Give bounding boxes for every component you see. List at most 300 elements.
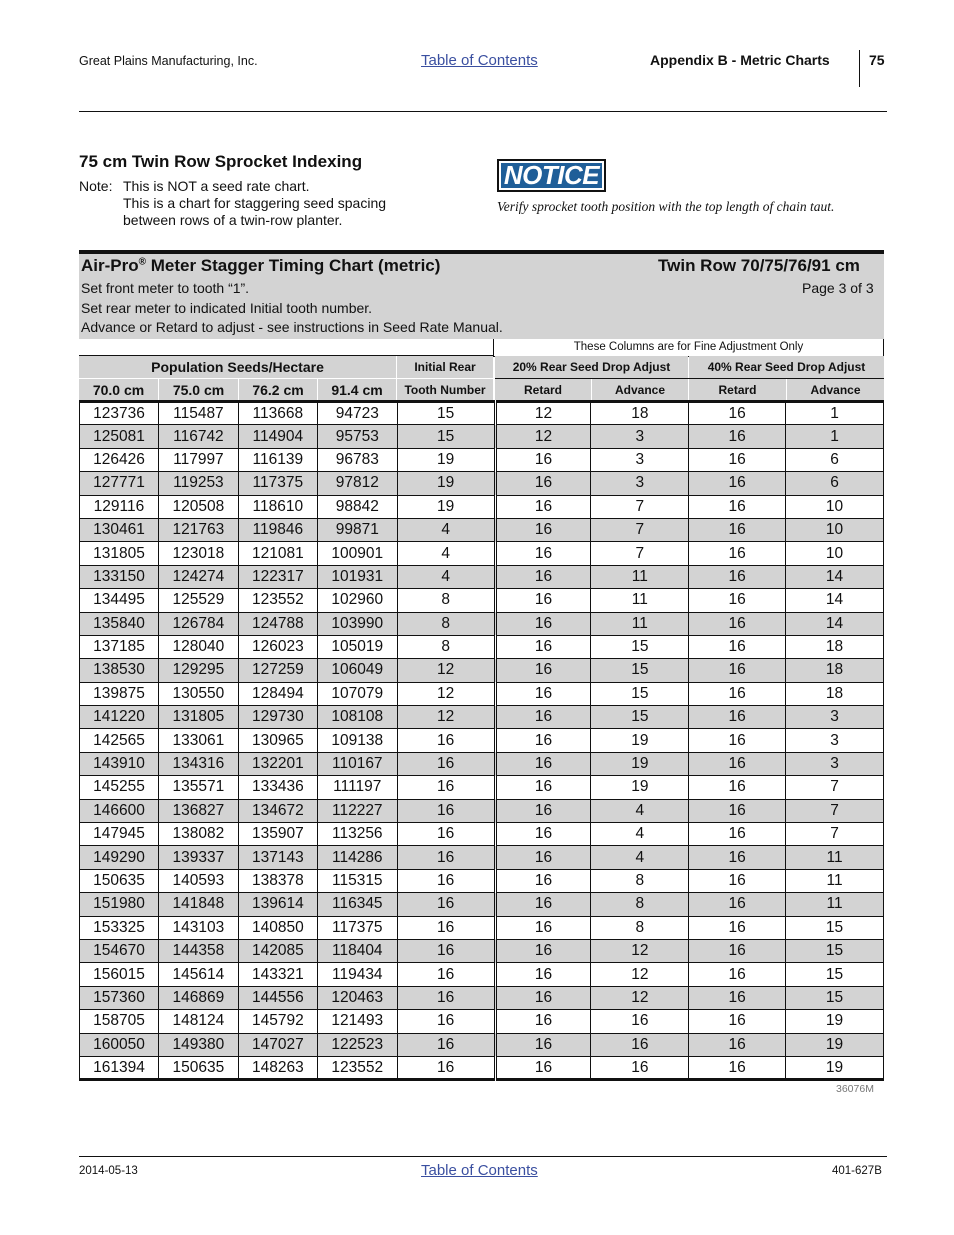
table-cell: 16: [495, 916, 591, 939]
table-cell: 12: [397, 659, 495, 682]
table-cell: 16: [689, 963, 786, 986]
table-cell: 144556: [238, 986, 317, 1009]
table-row: [80, 472, 884, 495]
table-cell: 147945: [80, 823, 159, 846]
table-cell: 16: [689, 799, 786, 822]
table-cell: 145792: [238, 1010, 317, 1033]
table-cell: 158705: [80, 1010, 159, 1033]
table-cell: 15: [786, 916, 884, 939]
table-cell: 97812: [317, 472, 397, 495]
table-cell: 16: [689, 986, 786, 1009]
note-line-3: between rows of a twin-row planter.: [123, 212, 343, 228]
table-cell: 98842: [317, 495, 397, 518]
table-cell: 12: [397, 682, 495, 705]
table-cell: 16: [591, 1056, 689, 1079]
fine-adjust-note: These Columns are for Fine Adjustment Only: [493, 339, 884, 357]
table-cell: 15: [786, 986, 884, 1009]
table-cell: 108108: [317, 706, 397, 729]
table-cell: 138530: [80, 659, 159, 682]
subheader-20-advance: Advance: [592, 379, 688, 400]
table-cell: 12: [495, 402, 591, 425]
table-cell: 12: [591, 986, 689, 1009]
table-cell: 7: [786, 823, 884, 846]
table-cell: 11: [786, 869, 884, 892]
table-cell: 96783: [317, 448, 397, 471]
table-cell: 19: [397, 448, 495, 471]
table-cell: 11: [786, 846, 884, 869]
table-cell: 11: [591, 589, 689, 612]
table-cell: 8: [591, 893, 689, 916]
table-cell: 113668: [238, 402, 317, 425]
table-cell: 16: [397, 776, 495, 799]
table-cell: 115487: [158, 402, 238, 425]
table-cell: 95753: [317, 425, 397, 448]
table-cell: 148124: [158, 1010, 238, 1033]
table-row: [80, 939, 884, 962]
table-cell: 130965: [238, 729, 317, 752]
table-cell: 18: [591, 402, 689, 425]
table-cell: 139875: [80, 682, 159, 705]
table-cell: 11: [786, 893, 884, 916]
table-cell: 131805: [80, 542, 159, 565]
table-cell: 109138: [317, 729, 397, 752]
table-cell: 19: [397, 495, 495, 518]
table-cell: 129116: [80, 495, 159, 518]
table-cell: 125081: [80, 425, 159, 448]
table-cell: 3: [591, 425, 689, 448]
table-row: [80, 986, 884, 1009]
table-cell: 142565: [80, 729, 159, 752]
table-cell: 138378: [238, 869, 317, 892]
chart-title-right: Twin Row 70/75/76/91 cm: [658, 256, 860, 275]
table-cell: 137143: [238, 846, 317, 869]
table-cell: 16: [495, 939, 591, 962]
table-cell: 7: [591, 495, 689, 518]
table-cell: 157360: [80, 986, 159, 1009]
table-cell: 16: [689, 472, 786, 495]
table-row: [80, 425, 884, 448]
table-cell: 120463: [317, 986, 397, 1009]
table-cell: 154670: [80, 939, 159, 962]
table-cell: 141848: [158, 893, 238, 916]
table-cell: 138082: [158, 823, 238, 846]
table-cell: 125529: [158, 589, 238, 612]
table-cell: 16: [495, 752, 591, 775]
table-row: [80, 963, 884, 986]
table-cell: 15: [591, 682, 689, 705]
table-cell: 123736: [80, 402, 159, 425]
table-cell: 111197: [317, 776, 397, 799]
table-cell: 123018: [158, 542, 238, 565]
table-cell: 133150: [80, 565, 159, 588]
table-cell: 124274: [158, 565, 238, 588]
table-cell: 16: [495, 869, 591, 892]
toc-link-footer[interactable]: Table of Contents: [421, 1162, 538, 1179]
table-cell: 16: [495, 472, 591, 495]
table-cell: 16: [689, 542, 786, 565]
table-cell: 16: [689, 893, 786, 916]
table-cell: 150635: [80, 869, 159, 892]
table-cell: 16: [495, 846, 591, 869]
table-row: [80, 612, 884, 635]
table-cell: 126426: [80, 448, 159, 471]
table-cell: 126023: [238, 635, 317, 658]
table-cell: 140593: [158, 869, 238, 892]
table-cell: 16: [397, 963, 495, 986]
header-rule: [79, 111, 887, 112]
table-cell: 18: [786, 659, 884, 682]
table-cell: 16: [689, 659, 786, 682]
table-cell: 7: [786, 776, 884, 799]
table-cell: 6: [786, 472, 884, 495]
table-cell: 150635: [158, 1056, 238, 1079]
table-cell: 7: [786, 799, 884, 822]
table-cell: 130550: [158, 682, 238, 705]
table-cell: 16: [495, 612, 591, 635]
table-cell: 140850: [238, 916, 317, 939]
table-cell: 156015: [80, 963, 159, 986]
table-row: [80, 893, 884, 916]
table-cell: 3: [591, 448, 689, 471]
table-cell: 15: [786, 939, 884, 962]
table-cell: 16: [397, 846, 495, 869]
table-cell: 121081: [238, 542, 317, 565]
table-row: [80, 799, 884, 822]
table-cell: 137185: [80, 635, 159, 658]
table-row: [80, 1010, 884, 1033]
subheader-40-advance: Advance: [787, 379, 884, 400]
table-cell: 16: [397, 1056, 495, 1079]
table-cell: 16: [397, 939, 495, 962]
figure-id: 36076M: [836, 1083, 874, 1095]
table-cell: 19: [786, 1033, 884, 1056]
table-row: [80, 542, 884, 565]
table-cell: 100901: [317, 542, 397, 565]
toc-link-header[interactable]: Table of Contents: [421, 52, 538, 69]
table-cell: 16: [689, 402, 786, 425]
table-cell: 10: [786, 518, 884, 541]
table-cell: 135907: [238, 823, 317, 846]
table-cell: 14: [786, 612, 884, 635]
table-cell: 6: [786, 448, 884, 471]
table-cell: 142085: [238, 939, 317, 962]
table-cell: 3: [786, 706, 884, 729]
table-cell: 116139: [238, 448, 317, 471]
table-row: [80, 729, 884, 752]
stagger-timing-table: [79, 400, 884, 1081]
table-cell: 16: [495, 448, 591, 471]
table-cell: 16: [397, 869, 495, 892]
table-cell: 19: [591, 729, 689, 752]
table-cell: 16: [495, 706, 591, 729]
table-row: [80, 1033, 884, 1056]
table-cell: 130461: [80, 518, 159, 541]
section-heading: 75 cm Twin Row Sprocket Indexing: [79, 152, 363, 171]
table-cell: 115315: [317, 869, 397, 892]
initial-rear-header-1: Initial Rear: [397, 356, 493, 378]
table-cell: 12: [591, 963, 689, 986]
table-cell: 4: [591, 799, 689, 822]
drop40-header: 40% Rear Seed Drop Adjust: [689, 356, 884, 378]
table-cell: 16: [495, 682, 591, 705]
table-cell: 16: [689, 612, 786, 635]
table-cell: 16: [495, 659, 591, 682]
table-cell: 113256: [317, 823, 397, 846]
table-cell: 16: [689, 495, 786, 518]
table-cell: 14: [786, 589, 884, 612]
table-cell: 131805: [158, 706, 238, 729]
table-cell: 16: [495, 635, 591, 658]
table-row: [80, 518, 884, 541]
table-cell: 16: [689, 565, 786, 588]
section-title-header: Appendix B - Metric Charts: [650, 52, 830, 68]
table-row: [80, 402, 884, 425]
table-row: [80, 682, 884, 705]
table-row: [80, 1056, 884, 1079]
table-cell: 16: [495, 799, 591, 822]
table-cell: 16: [689, 518, 786, 541]
table-cell: 16: [397, 893, 495, 916]
table-cell: 10: [786, 542, 884, 565]
table-cell: 117375: [317, 916, 397, 939]
table-cell: 11: [591, 565, 689, 588]
table-cell: 16: [689, 1056, 786, 1079]
subheader-91cm: 91.4 cm: [318, 379, 396, 400]
table-cell: 16: [397, 752, 495, 775]
table-row: [80, 589, 884, 612]
table-cell: 118610: [238, 495, 317, 518]
table-row: [80, 846, 884, 869]
footer-doc-number: 401-627B: [832, 1165, 882, 1177]
table-cell: 4: [397, 542, 495, 565]
table-cell: 16: [495, 893, 591, 916]
table-cell: 16: [689, 425, 786, 448]
table-cell: 122523: [317, 1033, 397, 1056]
table-cell: 114904: [238, 425, 317, 448]
table-cell: 119253: [158, 472, 238, 495]
table-cell: 16: [495, 776, 591, 799]
table-cell: 119434: [317, 963, 397, 986]
table-cell: 129730: [238, 706, 317, 729]
table-cell: 8: [397, 612, 495, 635]
subheader-70cm: 70.0 cm: [79, 379, 158, 400]
table-cell: 135840: [80, 612, 159, 635]
table-cell: 118404: [317, 939, 397, 962]
table-row: [80, 752, 884, 775]
table-cell: 16: [689, 589, 786, 612]
table-cell: 8: [397, 589, 495, 612]
table-cell: 123552: [317, 1056, 397, 1079]
header-divider: [859, 50, 860, 87]
table-cell: 16: [689, 1033, 786, 1056]
table-cell: 119846: [238, 518, 317, 541]
table-cell: 124788: [238, 612, 317, 635]
table-cell: 4: [591, 823, 689, 846]
table-cell: 133061: [158, 729, 238, 752]
table-cell: 114286: [317, 846, 397, 869]
table-cell: 112227: [317, 799, 397, 822]
table-cell: 141220: [80, 706, 159, 729]
subheader-76cm: 76.2 cm: [239, 379, 317, 400]
table-cell: 161394: [80, 1056, 159, 1079]
table-row: [80, 448, 884, 471]
table-cell: 16: [397, 1033, 495, 1056]
footer-rule: [79, 1156, 887, 1157]
table-cell: 145255: [80, 776, 159, 799]
table-cell: 16: [495, 565, 591, 588]
table-cell: 116742: [158, 425, 238, 448]
table-row: [80, 869, 884, 892]
table-cell: 16: [689, 776, 786, 799]
table-cell: 16: [689, 1010, 786, 1033]
note-label: Note:: [79, 178, 113, 194]
company-name: Great Plains Manufacturing, Inc.: [79, 54, 258, 68]
table-cell: 16: [689, 869, 786, 892]
table-cell: 4: [397, 565, 495, 588]
table-cell: 122317: [238, 565, 317, 588]
table-cell: 99871: [317, 518, 397, 541]
table-cell: 107079: [317, 682, 397, 705]
table-cell: 146600: [80, 799, 159, 822]
table-cell: 127771: [80, 472, 159, 495]
table-cell: 1: [786, 425, 884, 448]
table-cell: 19: [591, 752, 689, 775]
table-cell: 116345: [317, 893, 397, 916]
drop20-header: 20% Rear Seed Drop Adjust: [495, 356, 688, 378]
table-cell: 8: [591, 869, 689, 892]
table-cell: 16: [495, 495, 591, 518]
table-cell: 15: [397, 402, 495, 425]
table-cell: 145614: [158, 963, 238, 986]
table-cell: 7: [591, 542, 689, 565]
page-number: 75: [869, 52, 885, 68]
table-cell: 7: [591, 518, 689, 541]
table-row: [80, 635, 884, 658]
subheader-40-retard: Retard: [689, 379, 786, 400]
table-cell: 133436: [238, 776, 317, 799]
table-cell: 153325: [80, 916, 159, 939]
table-cell: 127259: [238, 659, 317, 682]
table-cell: 15: [786, 963, 884, 986]
notice-text: Verify sprocket tooth position with the top length of chain taut.: [497, 199, 835, 214]
table-row: [80, 706, 884, 729]
table-cell: 134316: [158, 752, 238, 775]
footer-date: 2014-05-13: [79, 1165, 138, 1177]
table-cell: 16: [397, 799, 495, 822]
table-cell: 143910: [80, 752, 159, 775]
table-cell: 3: [786, 729, 884, 752]
table-cell: 94723: [317, 402, 397, 425]
table-cell: 14: [786, 565, 884, 588]
table-row: [80, 916, 884, 939]
table-cell: 16: [591, 1033, 689, 1056]
table-cell: 4: [591, 846, 689, 869]
table-cell: 15: [591, 706, 689, 729]
table-cell: 16: [397, 823, 495, 846]
table-cell: 19: [591, 776, 689, 799]
table-cell: 16: [689, 939, 786, 962]
table-cell: 123552: [238, 589, 317, 612]
table-cell: 16: [689, 729, 786, 752]
table-cell: 151980: [80, 893, 159, 916]
table-cell: 16: [689, 635, 786, 658]
table-cell: 143103: [158, 916, 238, 939]
table-cell: 160050: [80, 1033, 159, 1056]
table-cell: 15: [591, 635, 689, 658]
table-cell: 136827: [158, 799, 238, 822]
table-cell: 101931: [317, 565, 397, 588]
table-cell: 16: [689, 706, 786, 729]
table-cell: 15: [591, 659, 689, 682]
table-cell: 16: [495, 1033, 591, 1056]
subheader-20-retard: Retard: [495, 379, 591, 400]
table-cell: 16: [689, 846, 786, 869]
table-cell: 8: [591, 916, 689, 939]
table-cell: 16: [397, 916, 495, 939]
table-cell: 106049: [317, 659, 397, 682]
chart-page-indicator: Page 3 of 3: [802, 280, 874, 296]
table-cell: 129295: [158, 659, 238, 682]
note-line-1: This is NOT a seed rate chart.: [123, 178, 310, 194]
table-cell: 3: [786, 752, 884, 775]
table-cell: 16: [495, 1056, 591, 1079]
table-cell: 144358: [158, 939, 238, 962]
table-cell: 16: [495, 542, 591, 565]
table-cell: 3: [591, 472, 689, 495]
table-cell: 128040: [158, 635, 238, 658]
table-cell: 16: [495, 589, 591, 612]
chart-title: Air-Pro® Meter Stagger Timing Chart (metric): [81, 256, 441, 275]
table-cell: 135571: [158, 776, 238, 799]
instruction-3: Advance or Retard to adjust - see instructions in Seed Rate Manual.: [81, 319, 503, 335]
table-cell: 19: [786, 1056, 884, 1079]
table-cell: 18: [786, 682, 884, 705]
table-cell: 11: [591, 612, 689, 635]
table-cell: 12: [495, 425, 591, 448]
table-cell: 16: [689, 682, 786, 705]
table-cell: 110167: [317, 752, 397, 775]
table-cell: 149380: [158, 1033, 238, 1056]
table-cell: 16: [397, 986, 495, 1009]
table-cell: 16: [689, 916, 786, 939]
table-cell: 16: [397, 729, 495, 752]
table-cell: 16: [495, 986, 591, 1009]
table-cell: 18: [786, 635, 884, 658]
table-cell: 149290: [80, 846, 159, 869]
table-cell: 117997: [158, 448, 238, 471]
table-cell: 146869: [158, 986, 238, 1009]
table-row: [80, 776, 884, 799]
table-cell: 139614: [238, 893, 317, 916]
table-cell: 15: [397, 425, 495, 448]
table-cell: 126784: [158, 612, 238, 635]
table-cell: 19: [397, 472, 495, 495]
table-cell: 134495: [80, 589, 159, 612]
table-cell: 117375: [238, 472, 317, 495]
table-cell: 128494: [238, 682, 317, 705]
notice-badge: NOTICE: [497, 159, 606, 192]
instruction-1: Set front meter to tooth “1”.: [81, 280, 250, 296]
population-header: Population Seeds/Hectare: [79, 356, 396, 378]
table-cell: 134672: [238, 799, 317, 822]
table-cell: 16: [689, 448, 786, 471]
table-cell: 19: [786, 1010, 884, 1033]
initial-rear-header-2: Tooth Number: [397, 379, 493, 400]
table-cell: 4: [397, 518, 495, 541]
table-cell: 139337: [158, 846, 238, 869]
table-cell: 120508: [158, 495, 238, 518]
table-row: [80, 659, 884, 682]
